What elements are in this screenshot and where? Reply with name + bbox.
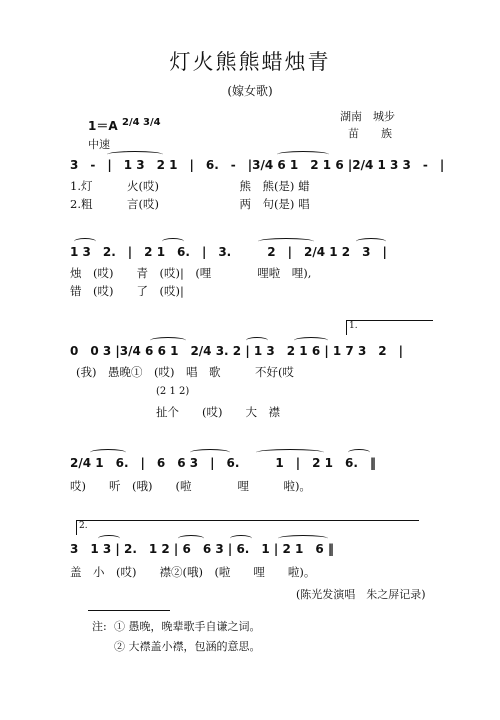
score-system-4 [70,454,430,494]
footnote-1: ① 愚晚，晚辈歌手自谦之词。 [114,620,261,633]
lyric-verse-2: 错 (哎) 了 (哎)| [70,284,184,298]
notation-line: 0 0 3 |3/4 6 6 1 2/4 3. 2 | 1 3 2 1 6 | 1 7 3 2 | [70,344,404,358]
time-signature: 2/4 3/4 [122,117,161,128]
lyric-line: 盖 小 (哎) 襟②(哦) (啦 哩 啦)。 [70,565,316,579]
notation-line: 3 - | 1 3 2 1 | 6. - |3/4 6 1 2 1 6 |2/4 1 3 3 - | [70,158,445,172]
notation-line: 3 1 3 | 2. 1 2 | 6 6 3 | 6. 1 | 2 1 6 ‖ [70,542,334,556]
notation-line: 2/4 1 6. | 6 6 3 | 6. 1 | 2 1 6. ‖ [70,456,376,470]
performer-credit: (陈光发演唱 朱之屏记录) [296,588,426,601]
lyric-verse-1: 烛 (哎) 青 (哎)| (哩 哩啦 哩), [70,266,312,280]
page-title: 灯火熊熊蜡烛青 [169,50,331,74]
lyric-verse-1: 1.灯 火(哎) 熊 熊(是) 蜡 [70,179,310,193]
notation-line: 1 3 2. | 2 1 6. | 3. 2 | 2/4 1 2 3 | [70,245,387,259]
score-system-2 [70,243,430,299]
lyric-verse-2: 2.粗 言(哎) 两 句(是) 唱 [70,197,310,211]
page-subtitle: (嫁女歌) [227,84,273,98]
lyric-verse-2: 扯个 (哎) 大 襟 [156,405,280,419]
origin-region: 湖南 城步 [340,110,395,123]
lyric-verse-1: (我) 愚晚① (哎) 唱 歌 不好(哎 [76,365,294,379]
volta-2: 2. [76,520,419,535]
score-system-1 [70,156,445,212]
origin-ethnicity: 苗 族 [348,127,392,140]
lyric-line: 哎) 听 (哦) (啦 哩 啦)。 [70,479,311,493]
volta-1: 1. [346,320,433,335]
footnote-divider [88,610,170,611]
key-signature: 1＝A [88,119,118,133]
footnote-2: ② 大襟盖小襟，包涵的意思。 [114,640,261,653]
lyric-ornament: (2 1 2) [156,386,190,397]
score-system-3 [70,321,430,422]
tempo-marking: 中速 [88,138,110,151]
score-system-5 [70,540,430,580]
footnote-label: 注: [92,620,107,633]
